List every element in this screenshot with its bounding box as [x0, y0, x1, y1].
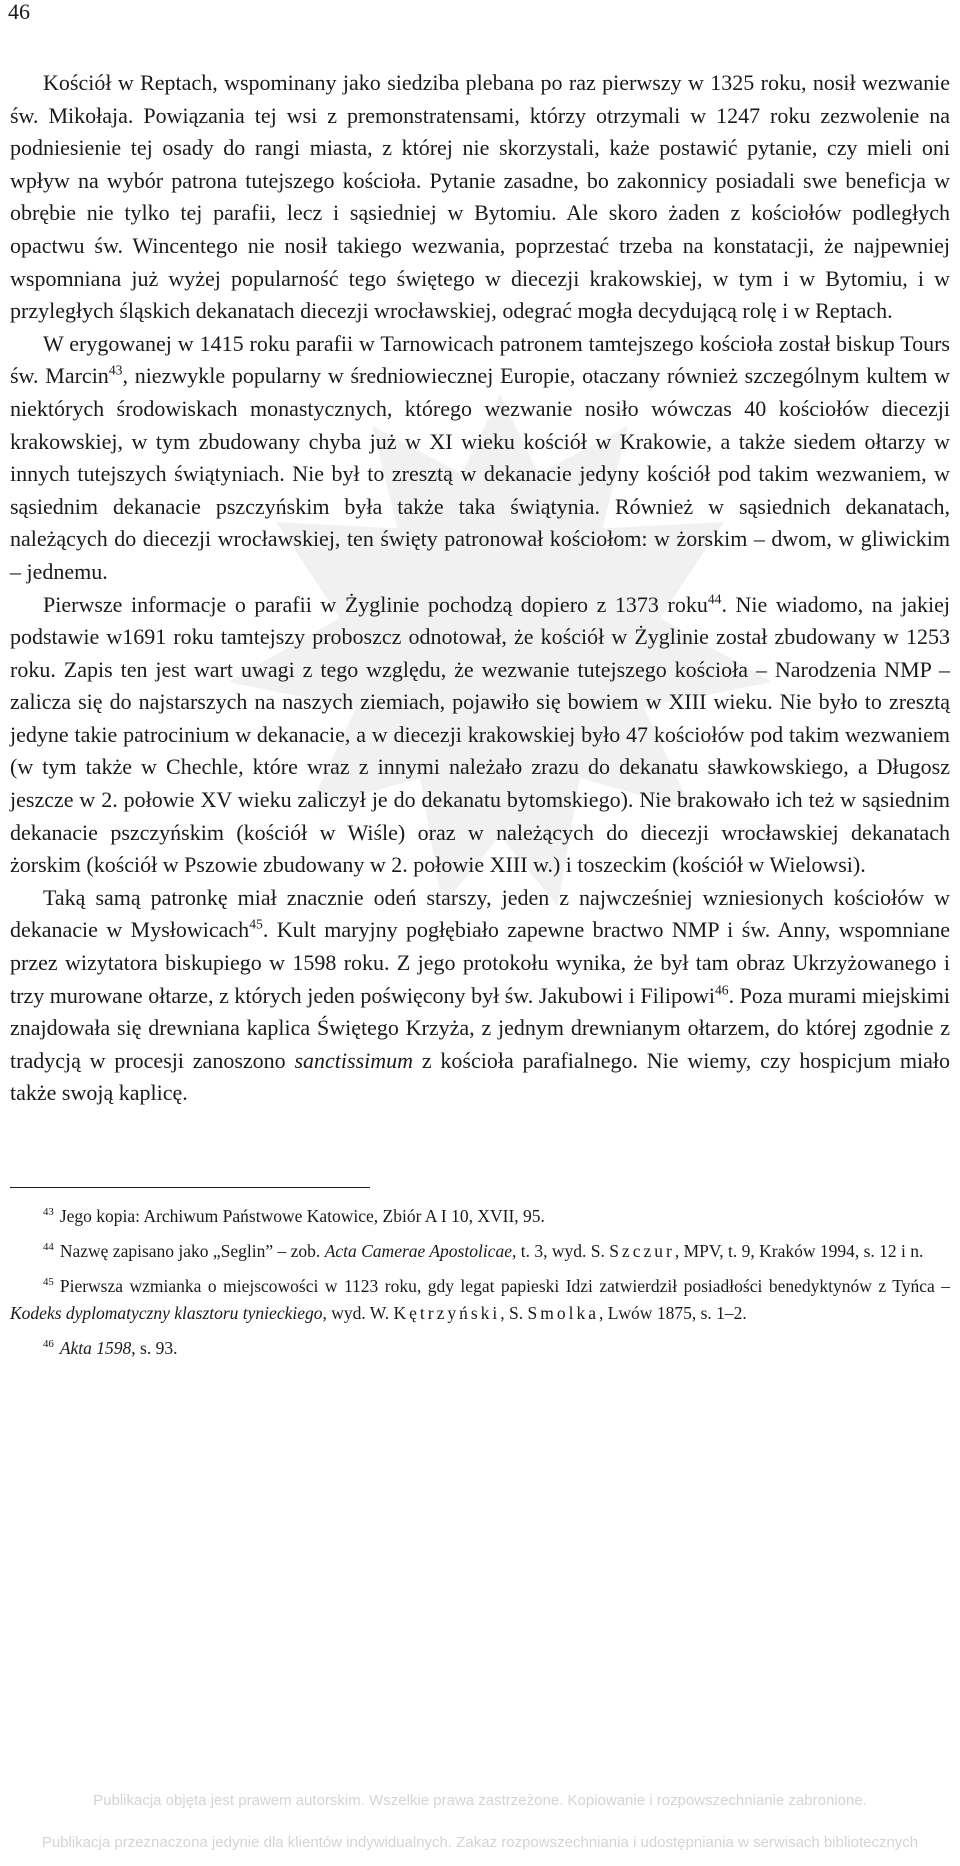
paragraph-4-text-d: z kościoła parafialnego. Nie wiemy, czy hospicjum miało także swoją kaplicę. — [10, 1047, 951, 1106]
footnote-text: , MPV, t. 9, Kraków 1994, s. 12 i n. — [674, 1241, 924, 1261]
paragraph-3-text-a: Pierwsze informacje o parafii w Żyglinie pochodzą dopiero z 1373 roku — [43, 591, 708, 617]
paragraph-4-text-b: . Kult maryjny pogłębiało zapewne bractwo NMP i św. Anny, wspomniane przez wizytatora biskupiego w 1598 roku. Z jego protokołu wynika, że był tam obraz Ukrzyżowanego i trzy murowane ołtarze, z których jeden poświęcony był św. Jakubowi i Filipowi — [10, 917, 950, 1008]
footnotes — [10, 1203, 950, 1370]
footnote-ref-46[interactable]: 46 — [714, 982, 729, 998]
footnote-title: Acta Camerae Apostolicae — [324, 1241, 512, 1261]
paragraph-4-italic-term: sanctissimum — [294, 1047, 414, 1073]
footnote-editor: Szczur — [609, 1241, 675, 1261]
footnote-number: 46 — [43, 1337, 54, 1350]
footnote-title: Akta 1598 — [59, 1337, 132, 1358]
footnote-text: Jego kopia: Archiwum Państwowe Katowice, Zbiór A I 10, XVII, 95. — [59, 1206, 545, 1226]
footnote-45 — [10, 1273, 950, 1326]
footnote-title: Kodeks dyplomatyczny klasztoru tynieckiego — [10, 1302, 323, 1323]
footnote-43 — [10, 1203, 950, 1230]
copyright-notice: Publikacja objęta jest prawem autorskim. Wszelkie prawa zastrzeżone. Kopiowanie i rozpowszechnianie zabronione. — [93, 1792, 867, 1809]
footnote-text: , s. 93. — [131, 1337, 178, 1358]
footnote-text: , wyd. W. — [322, 1302, 394, 1323]
footnote-text: Nazwę zapisano jako „Seglin” – zob. — [59, 1241, 325, 1261]
footnote-editor: Smolka — [527, 1302, 599, 1323]
footnote-separator — [10, 1187, 370, 1188]
footnote-number: 43 — [43, 1206, 54, 1219]
footnote-44 — [10, 1238, 950, 1265]
footnote-46 — [10, 1335, 950, 1362]
paragraph-4 — [10, 882, 950, 1110]
paragraph-2-text-b: , niezwykle popularny w średniowiecznej Europie, otaczany również szczególnym kultem w niektórych środowiskach monastycznych, którego wezwanie nosiło wówczas 40 kościołów diecezji krakowskiej, w tym zbudowany chyba już w XI wieku kościół w Krakowie, a także siedem ołtarzy w innych tutejszych świątyniach. Nie był to zresztą w dekanacie jedyny kościół pod takim wezwaniem, w sąsiednim dekanacie pszczyńskim była także taka świątynia. Również w sąsiednich dekanatach, należących do diecezji wrocławskiej, ten święty patronował kościołom: w żorskim – dwom, w gliwickim – jednemu. — [10, 363, 950, 584]
footnote-ref-44[interactable]: 44 — [707, 591, 722, 607]
footnote-ref-43[interactable]: 43 — [108, 363, 123, 379]
footnote-text: , t. 3, wyd. S. — [511, 1241, 610, 1261]
paragraph-3 — [10, 589, 950, 882]
footnote-ref-45[interactable]: 45 — [249, 917, 263, 933]
distribution-notice: Publikacja przeznaczona jedynie dla klientów indywidualnych. Zakaz rozpowszechniania i udostępniania w serwisach bibliotecznych — [41, 1834, 919, 1851]
paragraph-4-text-a: Taką samą patronkę miał znacznie odeń starszy, jeden z najwcześniej wzniesionych kościołów w dekanacie w Mysłowicach — [10, 884, 950, 943]
footnote-number: 45 — [43, 1276, 54, 1289]
paragraph-1 — [10, 67, 950, 328]
footnote-editor: Kętrzyński — [393, 1302, 501, 1323]
footnote-text: , Lwów 1875, s. 1–2. — [598, 1302, 747, 1323]
footnote-number: 44 — [43, 1241, 54, 1254]
paragraph-3-text-b: . Nie wiadomo, na jakiej podstawie w1691 roku tamtejszy proboszcz odnotował, że kościół w Żyglinie został zbudowany w 1253 roku. Zapis ten jest wart uwagi z tego względu, że wezwanie tutejszego kościoła – Narodzenia NMP – zalicza się do najstarszych na naszych ziemiach, pojawiło się bowiem w XIII wieku. Nie było to zresztą jedyne takie patrocinium w dekanacie, a w diecezji krakowskiej było 47 kościołów pod takim wezwaniem (w tym także w Chechle, które wraz z innymi należało zrazu do dekanatu sławkowskiego, a Długosz jeszcze w 2. połowie XV wieku zaliczył je do dekanatu bytomskiego). Nie brakowało ich też w sąsiednim dekanacie pszczyńskim (kościół w Wiśle) oraz w należących do diecezji wrocławskiej dekanatach żorskim (kościół w Pszowie zbudowany w 2. połowie XIII w.) i toszeckim (kościół w Wielowsi). — [10, 591, 951, 878]
page-number: 46 — [8, 0, 30, 24]
paragraph-2 — [10, 328, 950, 589]
paragraph-4-text-c: . Poza murami miejskimi znajdowała się drewniana kaplica Świętego Krzyża, z jednym drewnianym ołtarzem, do której zgodnie z tradycją w procesji zanoszono — [10, 982, 950, 1073]
paragraph-2-text-a: W erygowanej w 1415 roku parafii w Tarnowicach patronem tamtejszego kościoła został biskup Tours św. Marcin — [10, 330, 950, 389]
paragraph-1-text: Kościół w Reptach, wspominany jako siedziba plebana po raz pierwszy w 1325 roku, nosił wezwanie św. Mikołaja. Powiązania tej wsi z premonstratensami, którzy otrzymali w 1247 roku zezwolenie na podniesienie tej osady do rangi miasta, z której nie skorzystali, każe postawić pytanie, czy mieli oni wpływ na wybór patrona tutejszego kościoła. Pytanie zasadne, bo zakonnicy posiadali swe beneficja w obrębie nie tylko tej parafii, lecz i sąsiedniej w Bytomiu. Ale skoro żaden z kościołów podległych opactwu św. Wincentego nie nosił takiego wezwania, poprzestać trzeba na konstatacji, że najpewniej wspomniana już wyżej popularność tego świętego w diecezji krakowskiej, w tym i w Bytomiu, i w przyległych śląskich dekanatach diecezji wrocławskiej, odegrać mogła decydującą rolę i w Reptach. — [10, 70, 950, 324]
footnote-text: , S. — [500, 1302, 528, 1323]
footnote-text: Pierwsza wzmianka o miejscowości w 1123 roku, gdy legat papieski Idzi zatwierdził posiadłości benedyktynów z Tyńca – — [59, 1276, 950, 1296]
main-text — [10, 67, 950, 1110]
